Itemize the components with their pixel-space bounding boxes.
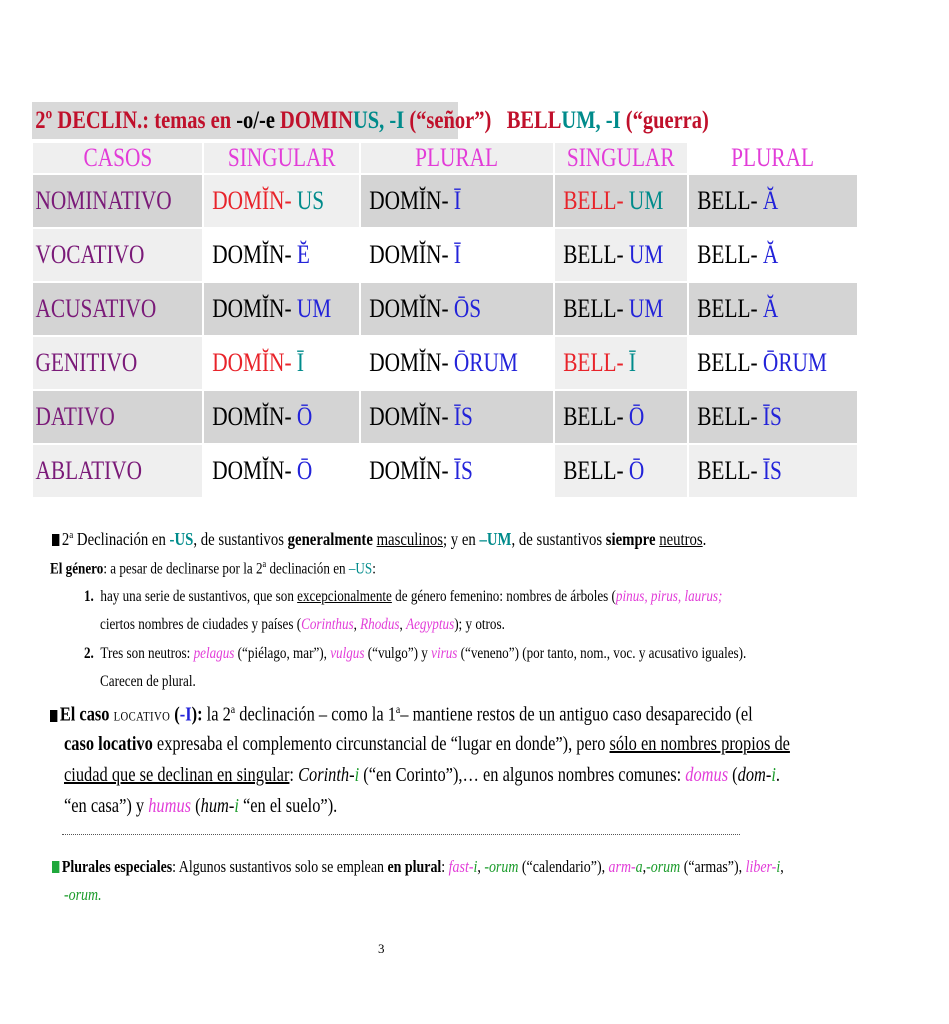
bellum-plural: BELL- Ă xyxy=(688,228,858,282)
dominus-plural: DOMĬN- ĪS xyxy=(360,390,553,444)
note-declension: 2$^a$ Declinación en -US, de sustantivos generalmente masculinos; y en –UM, de sustantivos siempre neutros. xyxy=(52,529,850,550)
bellum-singular: BELL- UM xyxy=(554,174,688,228)
header-singular-dominus: SINGULAR xyxy=(203,142,360,174)
header-singular-bellum: SINGULAR xyxy=(554,142,688,174)
table-row xyxy=(32,390,858,444)
bellum-plural: BELL- Ă xyxy=(688,282,858,336)
title-dominus-stem: DOMIN xyxy=(280,107,353,134)
table-row xyxy=(32,228,858,282)
note-genero: El género: a pesar de declinarse por la 2$^a$ declinación en –US: xyxy=(50,559,376,578)
bellum-singular: BELL- Ī xyxy=(554,336,688,390)
note-locativo-line3: ciudad que se declinan en singular: Corinth-i (“en Corinto”),… en algunos nombres comunes: domus (dom-i. xyxy=(64,764,781,786)
table-header-row xyxy=(32,142,858,174)
dominus-singular: DOMĬN- Ĕ xyxy=(203,228,360,282)
bellum-singular: BELL- Ō xyxy=(554,444,688,498)
note-plurales-line2: -orum. xyxy=(64,885,102,904)
bellum-singular: BELL- UM xyxy=(554,282,688,336)
case-name: ACUSATIVO xyxy=(32,282,203,336)
header-casos: CASOS xyxy=(32,142,203,174)
bellum-plural: BELL- ĪS xyxy=(688,444,858,498)
table-row xyxy=(32,444,858,498)
title-prefix: 2º DECLIN.: temas en xyxy=(35,107,237,134)
dominus-singular: DOMĬN- US xyxy=(203,174,360,228)
title-dominus-ending: US xyxy=(352,107,380,134)
dominus-plural: DOMĬN- ĪS xyxy=(360,444,553,498)
title-bellum-gloss: (“guerra) xyxy=(620,107,709,134)
dominus-singular: DOMĬN- Ī xyxy=(203,336,360,390)
bullet-square-icon xyxy=(52,861,59,873)
title-dominus-gloss: (“señor”) xyxy=(404,107,492,134)
dominus-plural: DOMĬN- Ī xyxy=(360,174,553,228)
list-item: 1. hay una serie de sustantivos, que son excepcionalmente de género femenino: nombres de árboles (pinus, pirus, laurus; xyxy=(84,588,723,605)
table-row xyxy=(32,282,858,336)
note-locativo: El caso LOCATIVO (-I): la 2$^a$ declinación – como la 1$^a$– mantiene restos de un antiguo caso desaparecido (el xyxy=(50,702,907,727)
list-item-continuation: ciertos nombres de ciudades y países (Corinthus, Rhodus, Aegyptus); y otros. xyxy=(100,616,505,633)
dominus-singular: DOMĬN- Ō xyxy=(203,444,360,498)
title-bellum-ending: UM xyxy=(561,107,596,134)
bellum-singular: BELL- UM xyxy=(554,228,688,282)
page-number: 3 xyxy=(378,941,385,956)
case-name: NOMINATIVO xyxy=(32,174,203,228)
bellum-plural: BELL- ŌRUM xyxy=(688,336,858,390)
header-plural-bellum: PLURAL xyxy=(688,142,858,174)
table-row xyxy=(32,336,858,390)
bullet-square-icon xyxy=(52,534,59,546)
dominus-singular: DOMĬN- UM xyxy=(203,282,360,336)
list-item: 2. Tres son neutros: pelagus (“piélago, mar”), vulgus (“vulgo”) y virus (“veneno”) (por tanto, nom., voc. y acusativo iguales). xyxy=(84,645,747,662)
dotted-divider xyxy=(62,834,740,835)
page-title xyxy=(32,102,709,139)
table-row xyxy=(32,174,858,228)
note-locativo-line2: caso locativo expresaba el complemento circunstancial de “lugar en donde”), pero sólo en nombres propios de xyxy=(64,733,790,755)
case-name: ABLATIVO xyxy=(32,444,203,498)
case-name: GENITIVO xyxy=(32,336,203,390)
bellum-plural: BELL- Ă xyxy=(688,174,858,228)
dominus-singular: DOMĬN- Ō xyxy=(203,390,360,444)
bellum-singular: BELL- Ō xyxy=(554,390,688,444)
header-plural-dominus: PLURAL xyxy=(360,142,553,174)
bellum-plural: BELL- ĪS xyxy=(688,390,858,444)
dominus-plural: DOMĬN- Ī xyxy=(360,228,553,282)
dominus-plural: DOMĬN- ŌRUM xyxy=(360,336,553,390)
note-plurales: Plurales especiales: Algunos sustantivos solo se emplean en plural: fast-i, -orum (“calendario”), arm-a,-orum (“armas”), liber-i, xyxy=(52,857,944,877)
declension-table xyxy=(31,141,859,499)
bullet-square-icon xyxy=(50,710,57,722)
list-item-continuation: Carecen de plural. xyxy=(100,673,196,690)
title-stem: -o/-e xyxy=(236,107,275,134)
title-dominus-genitive: , -I xyxy=(379,107,405,134)
title-bellum-stem: BELL xyxy=(506,107,562,134)
dominus-plural: DOMĬN- ŌS xyxy=(360,282,553,336)
note-locativo-line4: “en casa”) y humus (hum-i “en el suelo”). xyxy=(64,795,338,817)
case-name: DATIVO xyxy=(32,390,203,444)
title-bellum-genitive: , -I xyxy=(595,107,621,134)
case-name: VOCATIVO xyxy=(32,228,203,282)
